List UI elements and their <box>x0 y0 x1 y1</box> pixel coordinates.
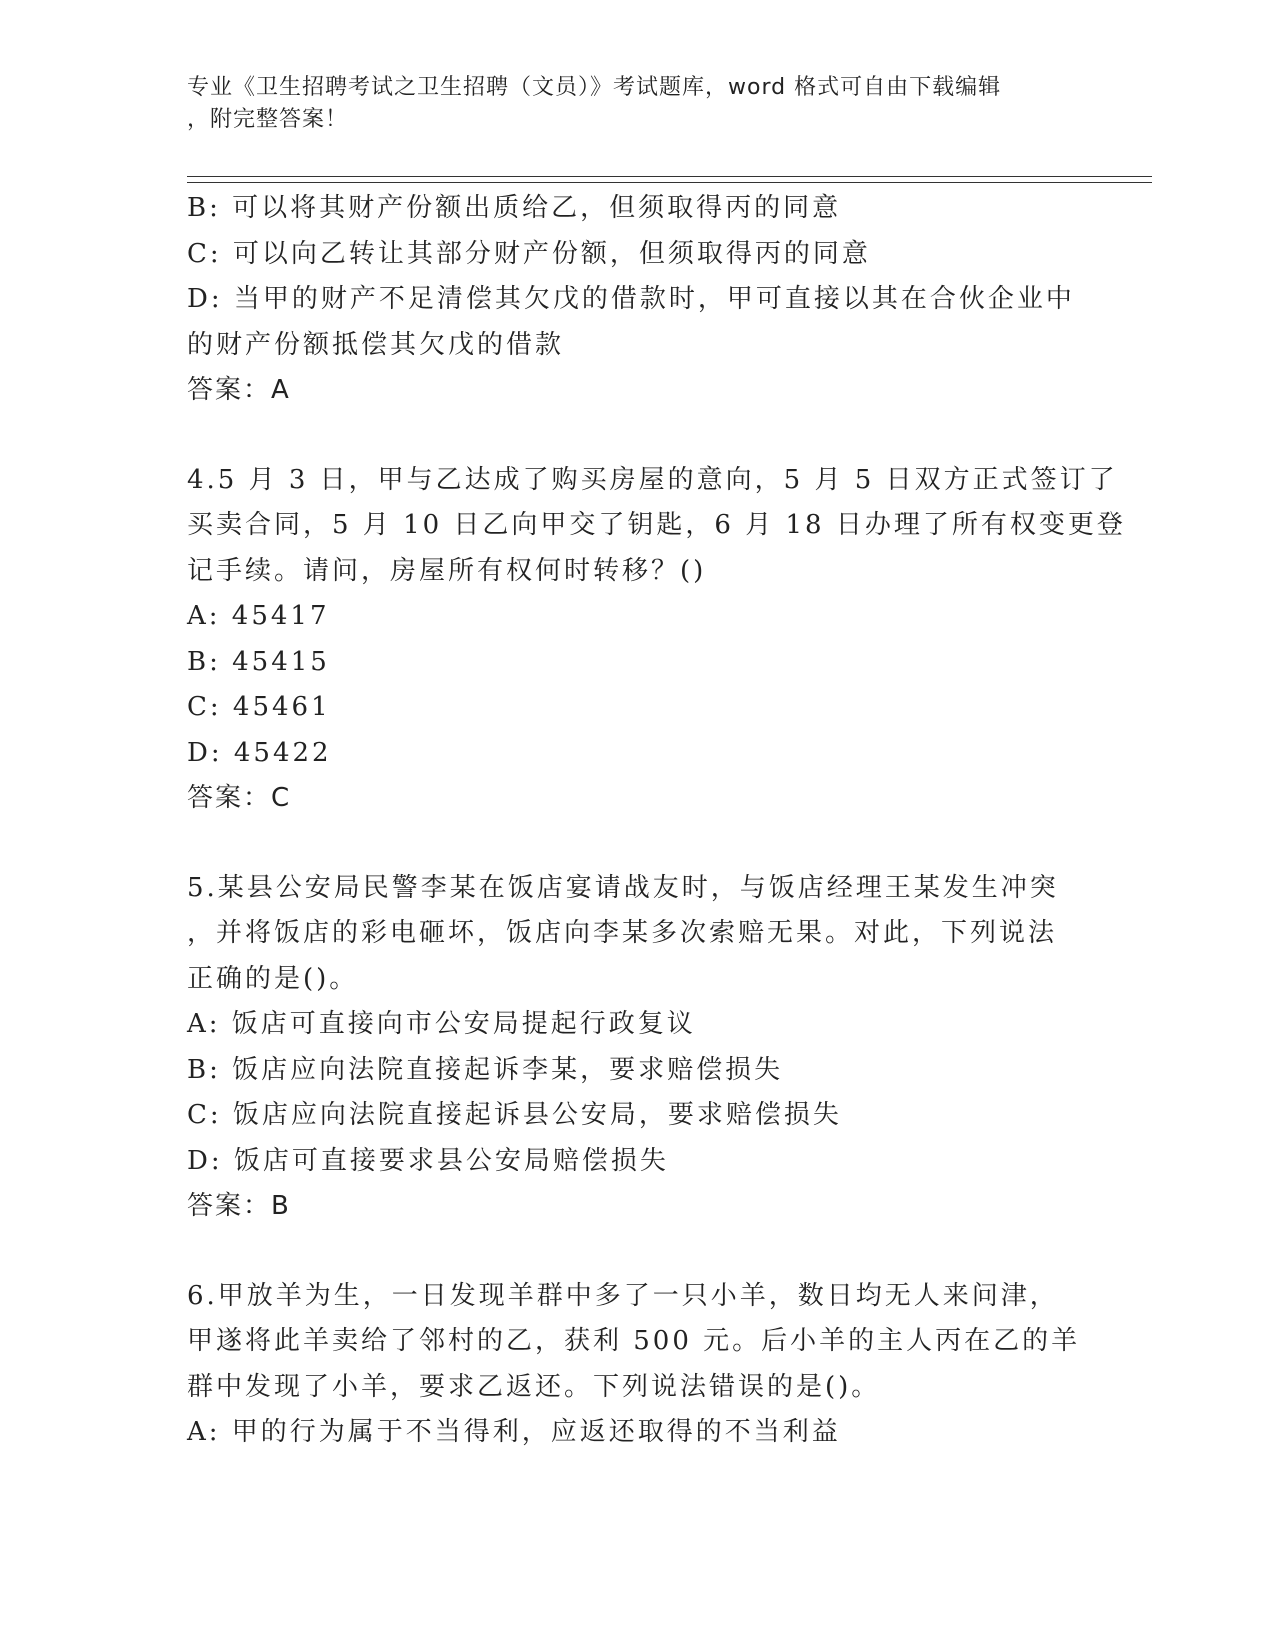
spacer <box>187 1230 1087 1274</box>
question-text: 群中发现了小羊，要求乙返还。下列说法错误的是()。 <box>187 1371 881 1402</box>
question-text: 4.5 月 3 日，甲与乙达成了购买房屋的意向，5 月 5 日双方正式签订了 <box>187 464 1118 495</box>
option-d: D: 当甲的财产不足清偿其欠戊的借款时，甲可直接以其在合伙企业中 <box>187 284 1075 314</box>
answer: 答案：B <box>187 1191 291 1221</box>
option-d: D: 饭店可直接要求县公安局赔偿损失 <box>187 1145 669 1176</box>
spacer <box>187 822 1087 866</box>
question-text: ，并将饭店的彩电砸坏，饭店向李某多次索赔无果。对此，下列说法 <box>187 918 1058 948</box>
question-text: 甲遂将此羊卖给了邻村的乙，获利 500 元。后小羊的主人丙在乙的羊 <box>187 1326 1081 1356</box>
question-text: 6.甲放羊为生，一日发现羊群中多了一只小羊，数日均无人来问津， <box>187 1280 1059 1311</box>
option-a: A: 饭店可直接向市公安局提起行政复议 <box>187 1009 696 1039</box>
question-5 <box>187 866 1087 1230</box>
header-line-1: 专业《卫生招聘考试之卫生招聘（文员）》考试题库，word 格式可自由下载编辑 <box>187 75 1002 100</box>
question-text: 正确的是()。 <box>187 963 359 994</box>
question-4 <box>187 458 1126 822</box>
option-d: D: 45422 <box>187 737 332 768</box>
document-body <box>187 186 1126 1456</box>
header-rule-top <box>187 176 1152 177</box>
answer: 答案：A <box>187 375 291 405</box>
spacer <box>187 414 1087 458</box>
question-text: 5.某县公安局民警李某在饭店宴请战友时，与饭店经理王某发生冲突 <box>187 872 1059 903</box>
option-c: C: 饭店应向法院直接起诉县公安局，要求赔偿损失 <box>187 1100 842 1130</box>
option-b: B: 45415 <box>187 646 330 677</box>
question-3-tail <box>187 186 1087 414</box>
option-b: B: 饭店应向法院直接起诉李某，要求赔偿损失 <box>187 1054 784 1085</box>
header-rule-bottom <box>187 182 1152 183</box>
option-b: B: 可以将其财产份额出质给乙，但须取得丙的同意 <box>187 193 842 223</box>
option-d-continued: 的财产份额抵偿其欠戊的借款 <box>187 329 565 360</box>
option-c: C: 45461 <box>187 692 331 722</box>
option-a: A: 45417 <box>187 601 330 631</box>
answer: 答案：C <box>187 783 292 813</box>
question-6 <box>187 1274 1087 1456</box>
option-a: A: 甲的行为属于不当得利，应返还取得的不当利益 <box>187 1417 841 1447</box>
question-text: 记手续。请问，房屋所有权何时转移？() <box>187 555 707 586</box>
header-line-2: ，附完整答案！ <box>187 107 349 132</box>
option-c: C: 可以向乙转让其部分财产份额，但须取得丙的同意 <box>187 238 871 269</box>
question-text: 买卖合同，5 月 10 日乙向甲交了钥匙，6 月 18 日办理了所有权变更登 <box>187 510 1126 540</box>
document-header <box>187 72 1067 136</box>
